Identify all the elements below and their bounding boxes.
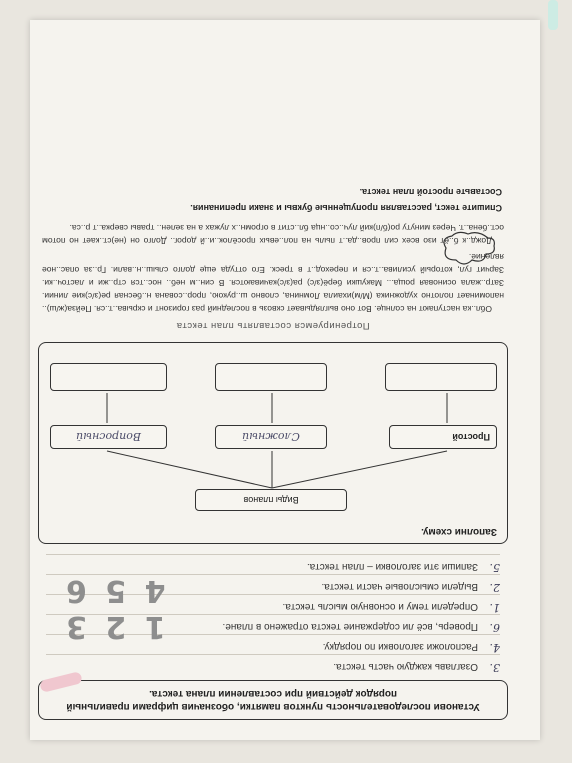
exercise-paragraph: Дожд..к б..ёт изо всех сил пров..да..т пыль на пол..евых просёлок..и..й дорог.. Долго он (не)ст..кает но потом ост..бена..т. Через минуту ро(б/п)кий луч..со..нца бл..стит в огромн..х лужах а на зелен.. травы сверка..т р..са. bbox=[42, 223, 504, 247]
scheme-center-label: Виды планов bbox=[243, 495, 299, 505]
scheme-middle-box bbox=[215, 425, 327, 449]
list-item-text: Расположи заголовки по порядку. bbox=[322, 641, 478, 652]
list-item-text: Определи тему и основную мысль текста. bbox=[282, 601, 478, 612]
handwritten-number: 4. bbox=[489, 641, 500, 654]
digits-row: 4 5 6 bbox=[62, 573, 166, 608]
cloud-icon bbox=[438, 228, 498, 268]
marker-cap bbox=[548, 0, 558, 30]
scheme-left-label: Простой bbox=[452, 432, 490, 442]
arrow-left bbox=[272, 451, 447, 488]
list-item-text: Запиши эти заголовки – план текста. bbox=[306, 561, 478, 572]
handwritten-answer: Вопросный bbox=[76, 430, 141, 444]
scheme-center-box bbox=[195, 489, 347, 511]
digits-row: 1 2 3 bbox=[62, 609, 166, 644]
scheme-right-box bbox=[50, 425, 167, 449]
handwritten-answer: Сложный bbox=[242, 430, 300, 444]
handwritten-number: 6. bbox=[489, 621, 500, 634]
handwritten-number: 3. bbox=[489, 661, 500, 674]
worksheet bbox=[38, 180, 508, 720]
list-item bbox=[46, 654, 500, 674]
empty-answer-box bbox=[215, 363, 327, 391]
empty-answer-box bbox=[385, 363, 497, 391]
task-header: Установи последовательность пунктов памятки, обозначив цифрами правильный порядок действий при составлении плана текста. bbox=[38, 680, 508, 720]
number-tiles bbox=[62, 572, 166, 644]
memo-list bbox=[38, 554, 508, 674]
list-item bbox=[46, 554, 500, 574]
scheme-left-box bbox=[389, 425, 497, 449]
list-item-text: Проверь, всё ли содержание текста отражено в плане. bbox=[222, 621, 478, 632]
list-item-text: Озаглавь каждую часть текста. bbox=[333, 661, 478, 672]
exercise-paragraph: Обл..ка наступают на солнце. Вот оно выглядывает сквозь в последний раз горизонт и скрыва..т..ся. Пейза(ж/ш).. напоминает полотно художника (М/м)ихаила Ломнина, словно ш..рукою, прор..сована н..бесная ре(з/с)кие линии. Затр..жала осиновая роща... Макушки берё(з/с) ра(з/с)качиваются. В син..м неб.. нос..тся стр..жи и ласточ..ки. Зарчит гул, который усилива..т..ся и переход..т в треск. Его оттуда еще долго слыш..н..вали. Гр..за опас..ное явление. bbox=[42, 251, 504, 315]
assignment-text: Составьте простой план текста. bbox=[359, 187, 502, 198]
handwritten-number: 1. bbox=[489, 601, 500, 614]
empty-answer-box bbox=[50, 363, 167, 391]
assignment-footer bbox=[38, 187, 508, 213]
arrow-right bbox=[107, 451, 272, 488]
plan-scheme bbox=[38, 342, 508, 544]
handwritten-number: 5. bbox=[489, 561, 500, 574]
scheme-title: Заполни схему. bbox=[421, 526, 497, 537]
list-item-text: Выдели смысловые части текста. bbox=[321, 581, 478, 592]
assignment-text: Спишите текст, расставляя пропущенные буквы и знаки препинания. bbox=[190, 203, 502, 214]
exercise-title: Потренируемся составлять план текста bbox=[176, 320, 370, 331]
handwritten-number: 2. bbox=[489, 581, 500, 594]
